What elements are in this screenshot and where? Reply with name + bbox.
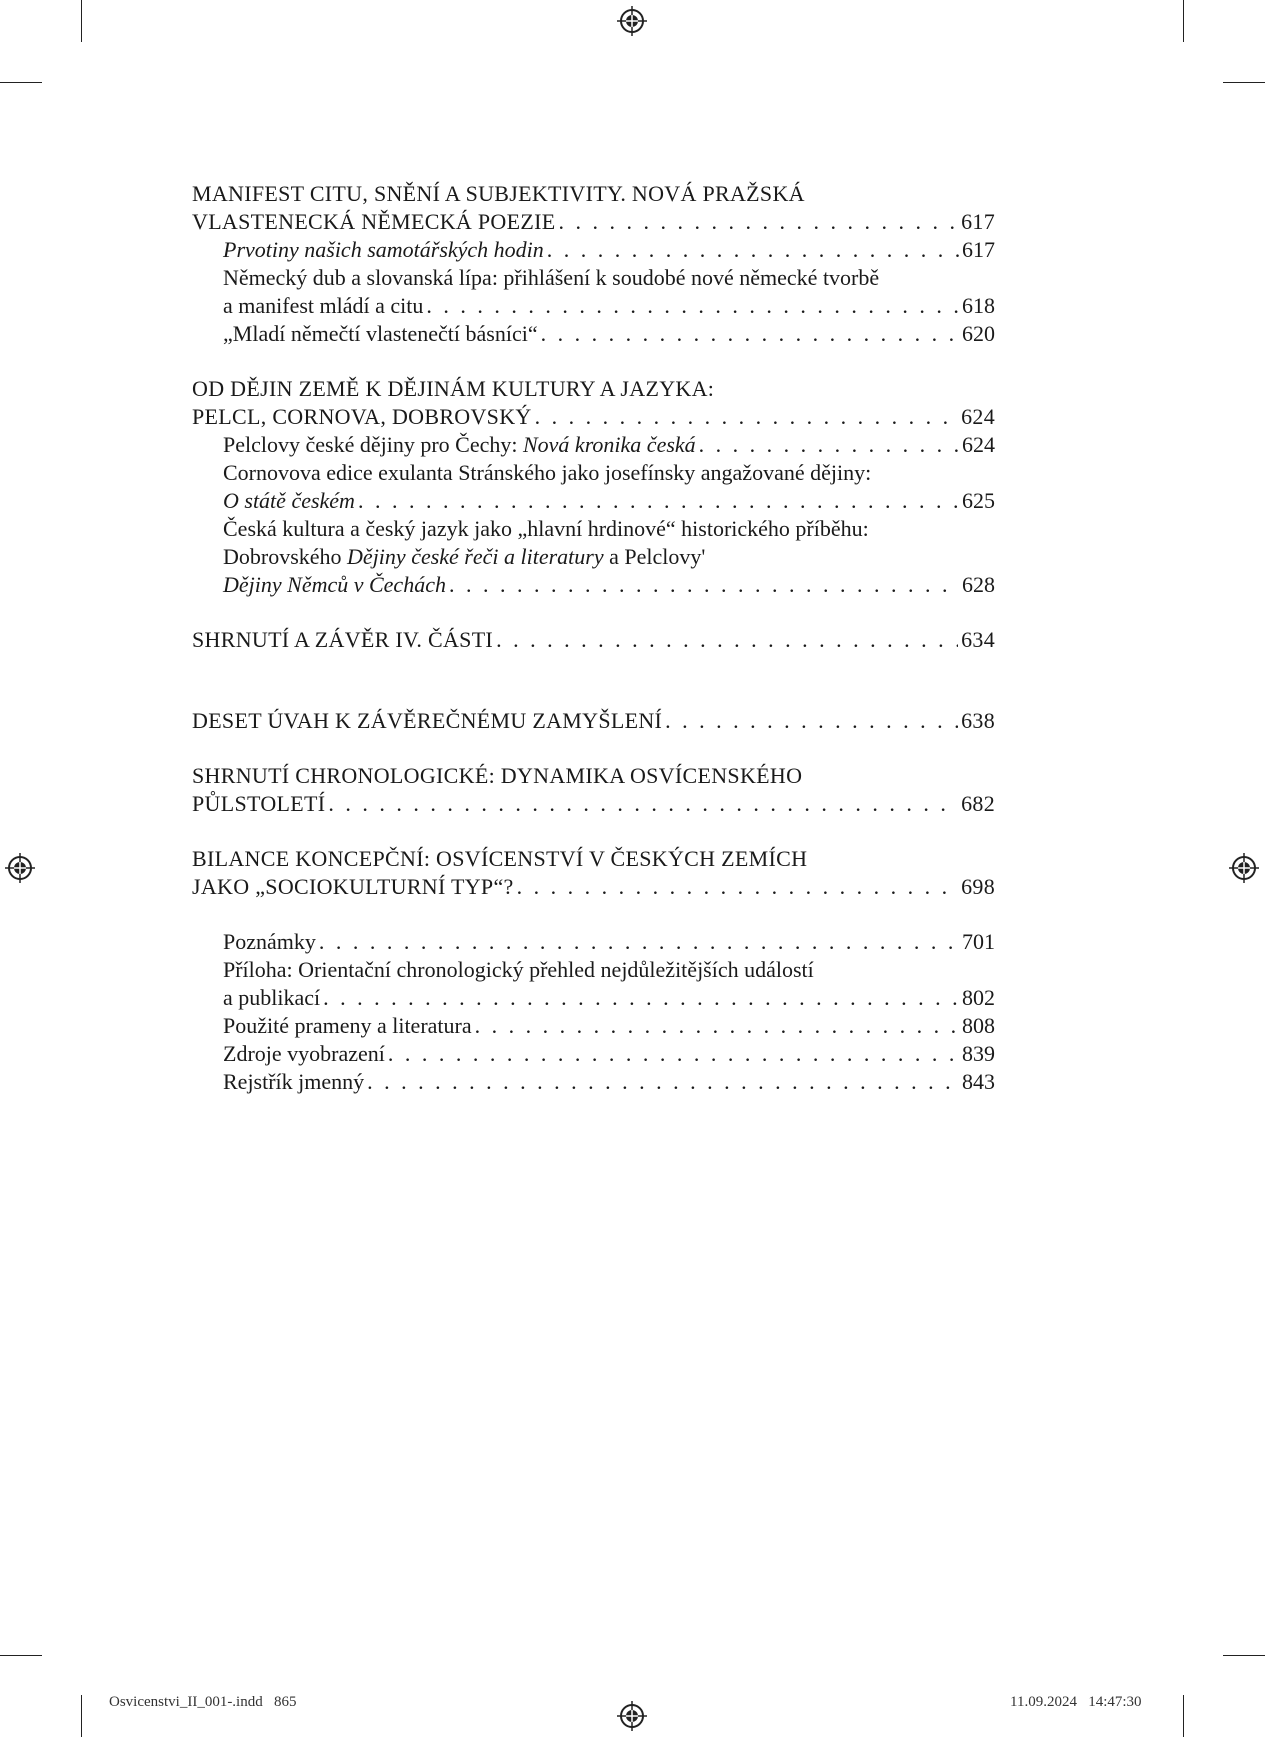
crop-mark-bottom-right-h bbox=[1223, 1655, 1265, 1656]
slug-datetime: 11.09.2024 14:47:30 bbox=[1010, 1694, 1142, 1710]
crop-mark-bottom-left-h bbox=[0, 1655, 42, 1656]
page-number: 617 bbox=[962, 237, 995, 262]
registration-mark-left-icon bbox=[5, 853, 35, 883]
toc-entry-title: a publikací bbox=[223, 985, 321, 1010]
page-number: 698 bbox=[961, 874, 995, 899]
toc-entry-text: Cornovova edice exulanta Stránského jako josefínsky angažované dějiny: bbox=[223, 460, 872, 485]
toc-entry-title: Rejstřík jmenný bbox=[223, 1069, 365, 1094]
dot-leader bbox=[449, 571, 959, 599]
registration-mark-right-icon bbox=[1229, 853, 1259, 883]
toc-heading-entry bbox=[192, 403, 995, 431]
crop-mark-bottom-left-v bbox=[81, 1695, 82, 1737]
toc-entry bbox=[192, 571, 995, 599]
registration-mark-bottom-icon bbox=[617, 1701, 647, 1731]
page-number: 701 bbox=[962, 929, 995, 954]
page-number: 843 bbox=[962, 1069, 995, 1094]
toc-entry-title: „Mladí němečtí vlastenečtí básníci“ bbox=[223, 321, 538, 346]
page-number: 628 bbox=[962, 572, 995, 597]
registration-mark-top-icon bbox=[617, 6, 647, 36]
dot-leader bbox=[665, 707, 958, 735]
toc-entry-text: Německý dub a slovanská lípa: přihlášení k soudobé nové německé tvorbě bbox=[223, 265, 880, 290]
toc-entry-title: Zdroje vyobrazení bbox=[223, 1041, 385, 1066]
dot-leader bbox=[367, 1068, 959, 1096]
toc-entry bbox=[192, 236, 995, 264]
slug-file-info: Osvicenstvi_II_001-.indd 865 bbox=[109, 1694, 297, 1710]
toc-heading-text: JAKO „SOCIOKULTURNÍ TYP“? bbox=[192, 874, 514, 899]
table-of-contents bbox=[192, 180, 995, 1096]
page-number: 808 bbox=[962, 1013, 995, 1038]
toc-heading-entry bbox=[192, 873, 995, 901]
toc-heading-entry bbox=[192, 707, 995, 735]
toc-entry bbox=[192, 292, 995, 320]
dot-leader bbox=[558, 208, 958, 236]
page-number: 624 bbox=[961, 404, 995, 429]
toc-heading: BILANCE KONCEPČNÍ: OSVÍCENSTVÍ V ČESKÝCH ZEMÍCH bbox=[192, 846, 808, 871]
page-number: 682 bbox=[961, 791, 995, 816]
dot-leader bbox=[517, 873, 958, 901]
dot-leader bbox=[323, 984, 959, 1012]
dot-leader bbox=[535, 403, 959, 431]
toc-heading-entry bbox=[192, 208, 995, 236]
toc-entry-title: a manifest mládí a citu bbox=[223, 293, 424, 318]
toc-entry-text: Česká kultura a český jazyk jako „hlavní hrdinové“ historického příběhu: bbox=[223, 516, 869, 541]
toc-heading: OD DĚJIN ZEMĚ K DĚJINÁM KULTURY A JAZYKA: bbox=[192, 376, 715, 401]
toc-entry-title: Poznámky bbox=[223, 929, 316, 954]
toc-heading-entry bbox=[192, 790, 995, 818]
dot-leader bbox=[388, 1040, 959, 1068]
page-number: 625 bbox=[962, 488, 995, 513]
toc-entry bbox=[192, 320, 995, 348]
dot-leader bbox=[699, 431, 959, 459]
toc-heading-text: SHRNUTÍ A ZÁVĚR IV. ČÁSTI bbox=[192, 627, 494, 652]
toc-entry-text: Dobrovského Dějiny české řeči a literatury a Pelclovy' bbox=[223, 544, 706, 569]
crop-mark-top-left-v bbox=[81, 0, 82, 42]
page-number: 617 bbox=[961, 209, 995, 234]
toc-heading-text: PŮLSTOLETÍ bbox=[192, 791, 326, 816]
dot-leader bbox=[328, 790, 958, 818]
page-number: 620 bbox=[962, 321, 995, 346]
toc-entry-title: O státě českém bbox=[223, 488, 355, 513]
dot-leader bbox=[547, 236, 959, 264]
toc-heading-text: PELCL, CORNOVA, DOBROVSKÝ bbox=[192, 404, 532, 429]
toc-entry bbox=[192, 1040, 995, 1068]
toc-entry bbox=[192, 1012, 995, 1040]
crop-mark-top-right-v bbox=[1183, 0, 1184, 42]
toc-heading: MANIFEST CITU, SNĚNÍ A SUBJEKTIVITY. NOVÁ PRAŽSKÁ bbox=[192, 181, 805, 206]
toc-entry bbox=[192, 431, 995, 459]
toc-entry bbox=[192, 1068, 995, 1096]
toc-entry-text: Příloha: Orientační chronologický přehled nejdůležitějších událostí bbox=[223, 957, 814, 982]
toc-entry-title: Dějiny Němců v Čechách bbox=[223, 572, 446, 597]
toc-heading-entry bbox=[192, 626, 995, 654]
page-number: 638 bbox=[961, 708, 995, 733]
toc-entry-title: Pelclovy české dějiny pro Čechy: Nová kronika česká bbox=[223, 432, 696, 457]
toc-heading-text: VLASTENECKÁ NĚMECKÁ POEZIE bbox=[192, 209, 556, 234]
dot-leader bbox=[426, 292, 959, 320]
page-number: 618 bbox=[962, 293, 995, 318]
crop-mark-bottom-right-v bbox=[1183, 1695, 1184, 1737]
toc-entry bbox=[192, 984, 995, 1012]
page-number: 624 bbox=[962, 432, 995, 457]
toc-entry bbox=[192, 928, 995, 956]
dot-leader bbox=[358, 487, 959, 515]
crop-mark-top-left-h bbox=[0, 82, 42, 83]
toc-heading: SHRNUTÍ CHRONOLOGICKÉ: DYNAMIKA OSVÍCENSKÉHO bbox=[192, 763, 803, 788]
dot-leader bbox=[496, 626, 958, 654]
page-number: 634 bbox=[961, 627, 995, 652]
dot-leader bbox=[541, 320, 959, 348]
crop-mark-top-right-h bbox=[1223, 82, 1265, 83]
toc-entry-title: Použité prameny a literatura bbox=[223, 1013, 472, 1038]
toc-entry bbox=[192, 487, 995, 515]
page-number: 839 bbox=[962, 1041, 995, 1066]
page-number: 802 bbox=[962, 985, 995, 1010]
toc-heading-text: DESET ÚVAH K ZÁVĚREČNÉMU ZAMYŠLENÍ bbox=[192, 708, 663, 733]
dot-leader bbox=[475, 1012, 959, 1040]
dot-leader bbox=[319, 928, 959, 956]
toc-entry-title: Prvotiny našich samotářských hodin bbox=[223, 237, 544, 262]
